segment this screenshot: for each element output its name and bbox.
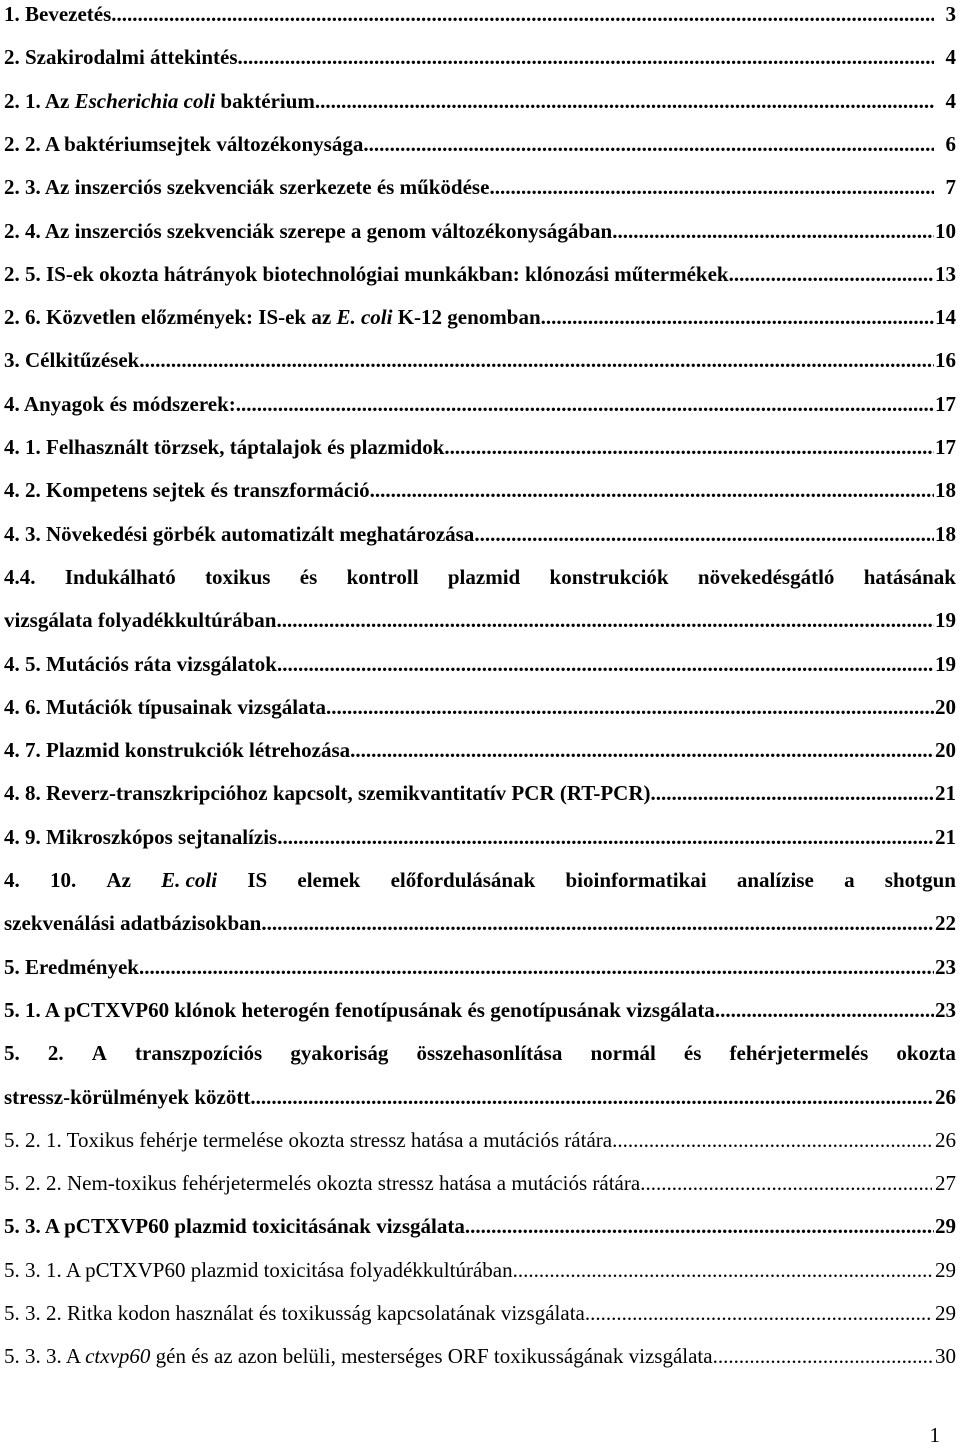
italic-word: E. coli [161,868,218,892]
toc-entry-title [4,995,715,1025]
toc-entry[interactable] [4,345,956,375]
toc-leader-dots [729,259,934,289]
toc-entry-line [4,778,956,808]
word: okozta [896,1041,956,1066]
toc-entry[interactable] [4,692,956,722]
toc-entry-line [4,1082,956,1112]
word: és [299,564,318,589]
toc-entry[interactable] [4,1082,956,1112]
toc-entry-line [4,1341,956,1371]
text-fragment: 5. 2. 1. Toxikus fehérje termelése okozta stressz hatása a mutációs rátára. [4,1127,618,1152]
toc-entry[interactable] [4,908,956,938]
toc-entry-title [4,908,261,938]
toc-page-number: 14 [935,305,956,330]
text-fragment: stressz-körülmények között [4,1084,251,1109]
text-fragment: baktérium [215,88,315,113]
toc-leader-dots [277,649,934,679]
word: analízise [736,868,814,892]
toc-entry-line [4,735,956,765]
word: hatásának [863,564,956,589]
toc-leader-dots [139,345,934,375]
toc-leader-dots [261,908,934,938]
text-fragment: 4. 9. Mikroszkópos sejtanalízis [4,824,278,849]
word: Indukálható [64,564,176,589]
toc-leader-dots [350,735,934,765]
toc-entry-title [4,1211,465,1241]
text-fragment: 4. 5. Mutációs ráta vizsgálatok [4,651,277,676]
toc-entry-title [4,129,363,159]
toc-leader-dots [640,1168,932,1198]
toc-entry[interactable] [4,952,956,982]
toc-entry[interactable] [4,129,956,159]
word: normál [590,1041,656,1066]
toc-entry-title [4,86,315,116]
toc-entry-title [4,952,139,982]
toc-entry[interactable] [4,605,956,635]
toc-page-number: 13 [935,261,956,286]
toc-entry-first-line [4,562,956,592]
text-fragment: 2. 2. A baktériumsejtek változékonysága [4,131,364,156]
text-fragment: 5. 1. A pCTXVP60 klónok heterogén fenotípusának és genotípusának vizsgálata [4,997,715,1022]
toc-leader-dots [250,1082,934,1112]
toc-page-number: 18 [935,521,956,546]
toc-entry-line [4,952,956,982]
word: 4. [4,868,20,892]
text-fragment: 5. Eredmények [4,954,139,979]
text-fragment: 4. 7. Plazmid konstrukciók létrehozása [4,738,351,763]
word: 5. [4,1041,20,1066]
toc-entry-line [4,519,956,549]
word: növekedésgátló [697,564,835,589]
toc-entry[interactable] [4,1168,956,1198]
word: Az [106,868,131,892]
toc-leader-dots [276,605,934,635]
toc-entry-title [4,475,370,505]
toc-entry-title [4,822,277,852]
toc-entry-wrap-line [4,1038,956,1068]
toc-entry[interactable] [4,1298,956,1328]
toc-entry-title [4,735,350,765]
text-fragment: 2. Szakirodalmi áttekintés [4,45,238,70]
toc-page-number: 4 [945,88,956,113]
toc-leader-dots [513,1255,932,1285]
toc-page-number: 20 [935,694,956,719]
toc-entry-line [4,0,956,29]
toc-leader-dots [713,1341,932,1371]
toc-entry[interactable] [4,0,956,29]
toc-entry-line [4,475,956,505]
toc-entry-line [4,1255,956,1285]
toc-leader-dots [277,822,934,852]
toc-entry-title [4,778,650,808]
toc-entry-title [4,1298,585,1328]
toc-entry-title [4,216,612,246]
toc-entry[interactable] [4,172,956,202]
toc-page-number: 19 [935,651,956,676]
toc-entry[interactable] [4,1125,956,1155]
toc-entry-title [4,172,489,202]
text-fragment: 4. 8. Reverz-transzkripcióhoz kapcsolt, szemikvantitatív PCR (RT-PCR) [4,781,651,806]
toc-entry-title [4,1341,713,1371]
toc-entry-line [4,605,956,635]
toc-entry-first-line [4,1038,956,1068]
toc-entry[interactable] [4,822,956,852]
toc-entry[interactable] [4,389,956,419]
toc-entry[interactable] [4,778,956,808]
toc-entry-line [4,345,956,375]
toc-entry-line [4,259,956,289]
toc-entry-wrap-line [4,865,956,895]
word: elemek [297,868,361,892]
toc-page-number: 23 [935,997,956,1022]
toc-page-number: 7 [945,175,956,200]
text-fragment: 5. 3. A pCTXVP60 plazmid toxicitásának vizsgálata [4,1214,465,1239]
word: a [844,868,855,892]
toc-page-number: 19 [935,608,956,633]
toc-entry[interactable] [4,649,956,679]
text-fragment: 4. Anyagok és módszerek: [4,391,236,416]
text-fragment: 2. 1. Az [4,88,75,113]
toc-entry[interactable] [4,86,956,116]
toc-page-number: 23 [935,954,956,979]
toc-leader-dots [363,129,934,159]
toc-entry[interactable] [4,1255,956,1285]
toc-leader-dots [585,1298,932,1328]
toc-leader-dots [650,778,934,808]
toc-page-number: 29 [935,1214,956,1239]
toc-entry-line [4,649,956,679]
toc-entry-line [4,216,956,246]
word: konstrukciók [549,564,669,589]
toc-entry-line [4,1211,956,1241]
toc-entry-line [4,432,956,462]
toc-page-number: 18 [935,478,956,503]
toc-entry-title [4,345,139,375]
text-fragment: 1. Bevezetés [4,2,112,26]
toc-page-number: 17 [935,435,956,459]
text-fragment: 4. 6. Mutációk típusainak vizsgálata [4,694,327,719]
toc-entry-line [4,302,956,332]
word: 2. [47,1041,64,1066]
toc-entry-line [4,1125,956,1155]
toc-entry-line [4,129,956,159]
toc-entry[interactable] [4,995,956,1025]
toc-entry[interactable] [4,735,956,765]
toc-page-number: 30 [935,1344,956,1369]
toc-entry-title [4,42,238,72]
toc-leader-dots [315,86,934,116]
toc-leader-dots [465,1211,934,1241]
word: IS [247,868,268,892]
toc-entry-title [4,1082,250,1112]
text-fragment: 4. 3. Növekedési görbék automatizált meghatározása [4,521,475,546]
word: gyakoriság [290,1041,389,1066]
toc-entry-line [4,42,956,72]
toc-entry[interactable] [4,519,956,549]
word: összehasonlítása [416,1041,563,1066]
toc-entry[interactable] [4,1211,956,1241]
toc-leader-dots [444,432,934,462]
text-fragment: vizsgálata folyadékkultúrában [4,608,277,633]
toc-entry[interactable] [4,475,956,505]
word: plazmid [447,564,521,589]
toc-page-number: 10 [935,218,956,243]
toc-entry-title [4,1168,640,1198]
word: A [91,1041,107,1066]
toc-page-number: 29 [935,1257,956,1282]
toc-leader-dots [474,519,934,549]
toc-leader-dots [617,1125,932,1155]
toc-page-number: 27 [935,1171,956,1196]
toc-page-number: 22 [935,911,956,936]
toc-leader-dots [326,692,934,722]
toc-entry-first-line [4,865,956,895]
italic-text: ctxvp60 [85,1344,151,1369]
toc-page-number: 21 [935,781,956,806]
word: és [683,1041,702,1066]
word: előfordulásának [390,868,536,892]
toc-entry-title [4,519,474,549]
word: shotgun [884,868,956,892]
toc-page-number: 6 [945,131,956,156]
italic-text: E. coli [336,305,393,330]
text-fragment: 2. 3. Az inszerciós szekvenciák szerkezete és működése [4,175,490,200]
text-fragment: 3. Célkitűzések [4,348,140,373]
toc-leader-dots [541,302,934,332]
toc-entry-title [4,259,729,289]
toc-entry[interactable] [4,302,956,332]
toc-entry[interactable] [4,432,956,462]
toc-entry-title [4,1125,617,1155]
toc-entry-title [4,0,111,29]
text-fragment: 5. 3. 1. A pCTXVP60 plazmid toxicitása folyadékkultúrában [4,1257,513,1282]
toc-page-number: 17 [935,391,956,416]
page-number: 1 [929,1423,940,1447]
text-fragment: 2. 4. Az inszerciós szekvenciák szerepe a genom változékonyságában [4,218,613,243]
toc-entry-title [4,649,277,679]
toc-entry-line [4,1298,956,1328]
toc-entry-line [4,389,956,419]
toc-leader-dots [489,172,934,202]
word: 4.4. [4,564,36,589]
toc-entry[interactable] [4,1341,956,1371]
toc-leader-dots [238,42,934,72]
toc-entry[interactable] [4,259,956,289]
toc-page-number: 26 [935,1084,956,1109]
word: bioinformatikai [565,868,707,892]
toc-entry-line [4,822,956,852]
toc-page-number: 16 [935,348,956,373]
toc-leader-dots [139,952,934,982]
text-fragment: 5. 2. 2. Nem-toxikus fehérjetermelés okozta stressz hatása a mutációs rátára [4,1171,641,1196]
word: 10. [49,868,77,892]
toc-leader-dots [612,216,934,246]
toc-page-number: 4 [945,45,956,70]
toc-entry-line [4,995,956,1025]
toc-entry-title [4,432,444,462]
toc-leader-dots [236,389,934,419]
word: kontroll [346,564,419,589]
toc-entry-line [4,86,956,116]
text-fragment: 4. 2. Kompetens sejtek és transzformáció [4,478,370,503]
toc-leader-dots [370,475,934,505]
toc-entry[interactable] [4,42,956,72]
toc-entry-title [4,1255,513,1285]
text-fragment: 5. 3. 2. Ritka kodon használat és toxikusság kapcsolatának vizsgálata [4,1301,585,1325]
toc-entry-title [4,302,541,332]
toc-entry-title [4,389,236,419]
text-fragment: gén és az azon belüli, mesterséges ORF toxikusságának vizsgálata [150,1344,713,1369]
toc-entry-title [4,692,326,722]
italic-text: Escherichia coli [74,88,216,113]
toc-entry-title [4,605,276,635]
toc-page-number: 3 [945,2,956,26]
toc-page-number: 21 [935,824,956,849]
toc-leader-dots [715,995,934,1025]
word: transzpozíciós [135,1041,263,1066]
text-fragment: szekvenálási adatbázisokban [4,911,262,936]
toc-entry-line [4,692,956,722]
toc-entry-line [4,908,956,938]
text-fragment: K-12 genomban [392,305,541,330]
toc-entry-line [4,172,956,202]
text-fragment: 5. 3. 3. A [4,1344,86,1369]
toc-entry[interactable] [4,216,956,246]
text-fragment: 4. 1. Felhasznált törzsek, táptalajok és plazmidok [4,435,445,459]
text-fragment: 2. 5. IS-ek okozta hátrányok biotechnológiai munkákban: klónozási műtermékek [4,261,729,286]
word: toxikus [205,564,271,589]
toc-entry-wrap-line [4,562,956,592]
toc-page-number: 20 [935,738,956,763]
toc-entry-line [4,1168,956,1198]
toc-page-number: 29 [935,1301,956,1325]
toc-page-number: 26 [935,1127,956,1152]
toc-leader-dots [111,0,934,29]
word: fehérjetermelés [729,1041,869,1066]
text-fragment: 2. 6. Közvetlen előzmények: IS-ek az [4,305,337,330]
